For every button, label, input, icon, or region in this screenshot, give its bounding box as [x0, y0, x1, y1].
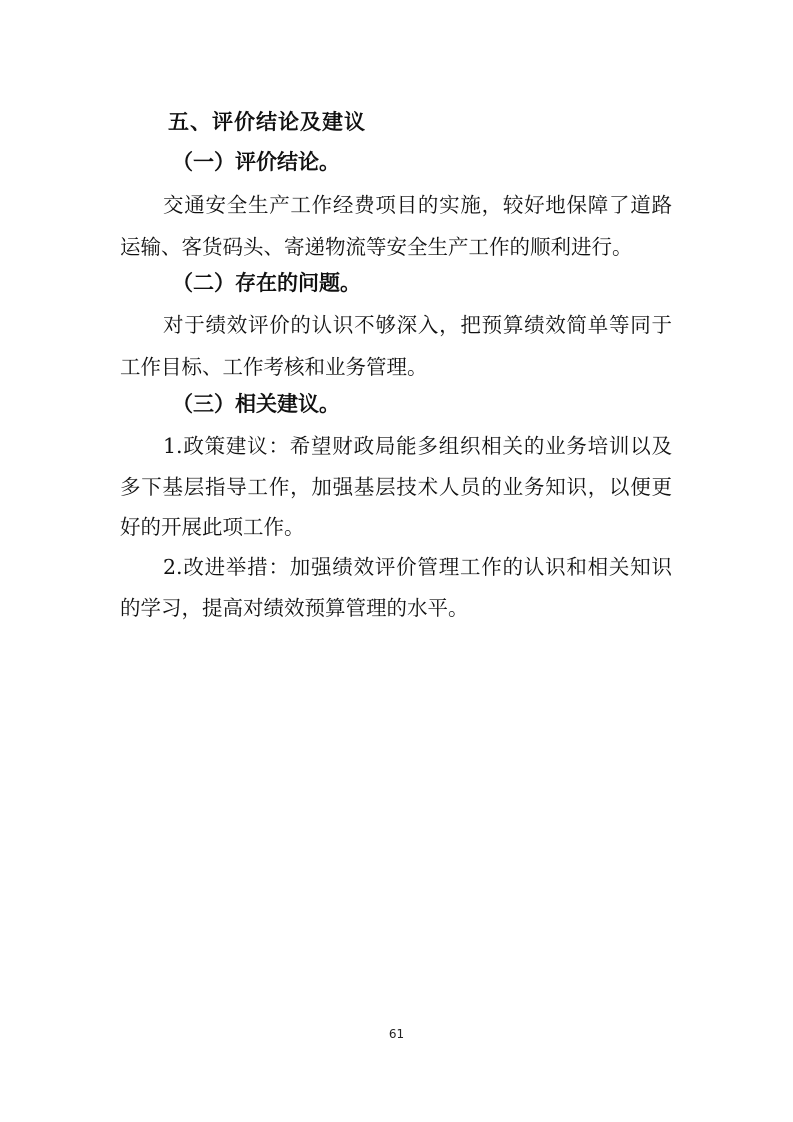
paragraph-line: 交通安全生产工作经费项目的实施，较好地保障了道路 [163, 193, 672, 217]
paragraph-line: 多下基层指导工作，加强基层技术人员的业务知识，以便更 [120, 475, 672, 499]
page-number: 61 [388, 1027, 405, 1041]
paragraph-line: 工作目标、工作考核和业务管理。 [120, 355, 428, 379]
paragraph-line: 的学习，提高对绩效预算管理的水平。 [120, 596, 469, 620]
paragraph-line: 好的开展此项工作。 [120, 515, 305, 539]
sub-heading-problems: （二）存在的问题。 [172, 271, 361, 295]
paragraph-line: 1.政策建议：希望财政局能多组织相关的业务培训以及 [163, 434, 672, 458]
paragraph-line: 运输、客货码头、寄递物流等安全生产工作的顺利进行。 [120, 235, 633, 259]
paragraph-line: 对于绩效评价的认识不够深入，把预算绩效简单等同于 [163, 313, 672, 337]
sub-heading-conclusion: （一）评价结论。 [172, 150, 340, 174]
sub-heading-suggestions: （三）相关建议。 [172, 392, 340, 416]
section-title: 五、评价结论及建议 [168, 110, 366, 134]
paragraph-line: 2.改进举措：加强绩效评价管理工作的认识和相关知识 [163, 555, 672, 579]
